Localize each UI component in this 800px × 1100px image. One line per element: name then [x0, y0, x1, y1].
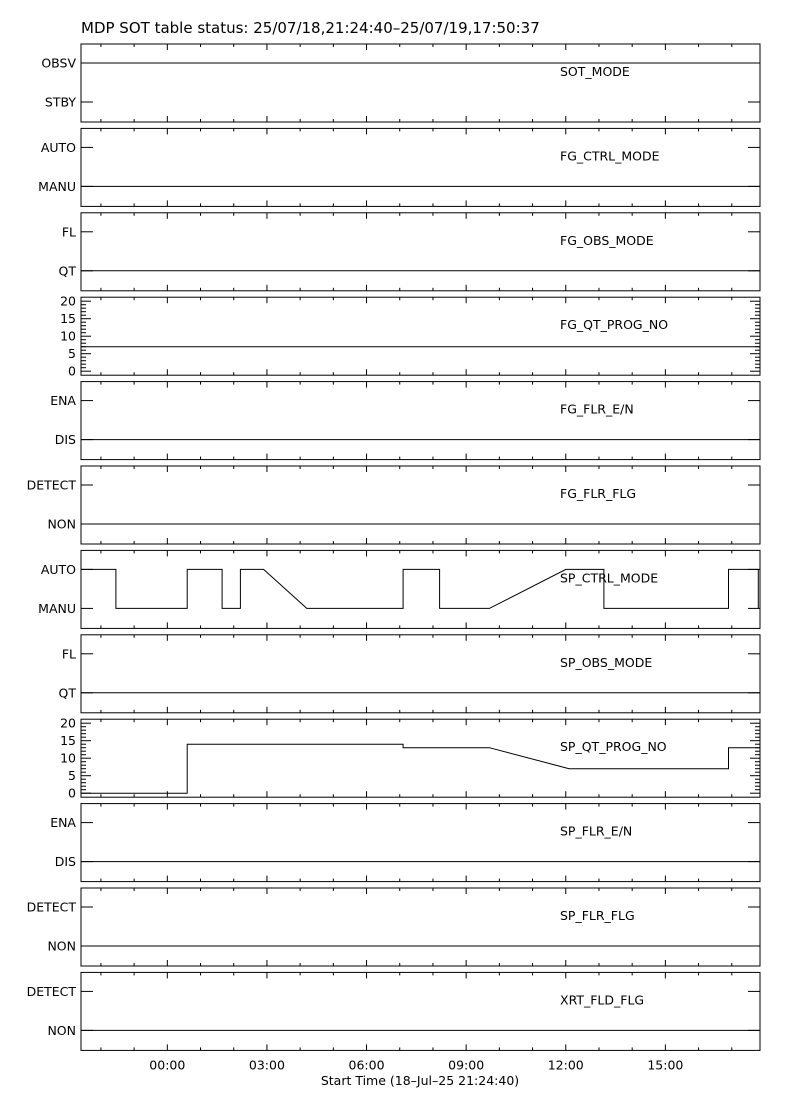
panel-sp-flr-e-n [50, 804, 760, 882]
panel-frame [81, 466, 760, 544]
panel-sot-mode [41, 44, 760, 122]
chart-title: MDP SOT table status: 25/07/18,21:24:40–25/07/19,17:50:37 [81, 19, 540, 37]
panels [27, 44, 760, 1072]
y-tick-label: DETECT [26, 983, 76, 999]
panel-label: SP_CTRL_MODE [560, 570, 659, 586]
x-tick-label: 00:00 [149, 1057, 186, 1073]
panel-frame [81, 44, 760, 122]
y-tick-label: DETECT [26, 477, 76, 493]
y-tick-label: FL [61, 646, 76, 662]
y-tick-label: STBY [44, 94, 76, 110]
panel-fg-obs-mode [59, 213, 760, 291]
panel-label: FG_OBS_MODE [560, 232, 654, 248]
panel-label: SP_FLR_FLG [560, 908, 635, 923]
panel-label: SP_OBS_MODE [560, 654, 653, 670]
x-axis-label: Start Time (18–Jul–25 21:24:40) [320, 1073, 520, 1088]
panel-frame [81, 635, 760, 713]
panel-frame [81, 550, 760, 628]
panel-label: SOT_MODE [560, 64, 630, 79]
y-tick-label: QT [58, 685, 76, 701]
panel-fg-qt-prog-no [60, 294, 760, 379]
y-tick-label: QT [58, 263, 76, 279]
y-tick-label: 5 [68, 768, 76, 784]
y-tick-label: 0 [68, 363, 76, 379]
y-tick-label: DETECT [26, 899, 76, 915]
panel-fg-flr-e-n [50, 382, 760, 460]
y-tick-label: 15 [60, 733, 76, 749]
panel-label: FG_QT_PROG_NO [560, 317, 669, 333]
y-tick-label: ENA [50, 815, 76, 831]
panel-frame [81, 213, 760, 291]
y-tick-label: AUTO [40, 139, 76, 155]
panel-label: FG_FLR_E/N [560, 401, 634, 417]
y-tick-label: DIS [54, 854, 76, 870]
panel-label: XRT_FLD_FLG [560, 992, 645, 1008]
panel-xrt-fld-flg [27, 972, 760, 1050]
y-tick-label: NON [47, 516, 76, 532]
y-tick-label: 15 [60, 311, 76, 327]
x-tick-label: 03:00 [248, 1057, 285, 1073]
panel-frame [81, 804, 760, 882]
y-tick-label: 20 [60, 293, 76, 309]
panel-label: SP_FLR_E/N [560, 823, 633, 839]
y-tick-label: 20 [60, 715, 76, 731]
y-tick-label: 0 [68, 785, 76, 801]
x-tick-label: 15:00 [647, 1057, 684, 1073]
panel-frame [81, 888, 760, 966]
panel-label: FG_FLR_FLG [560, 486, 637, 501]
y-tick-label: 10 [60, 750, 76, 766]
panel-frame [81, 128, 760, 206]
panel-label: FG_CTRL_MODE [560, 148, 660, 164]
panel-sp-obs-mode [59, 635, 760, 713]
y-tick-label: AUTO [40, 561, 76, 577]
panel-fg-flr-flg [27, 466, 760, 544]
y-tick-label: 5 [68, 346, 76, 362]
panel-sp-flr-flg [27, 888, 760, 966]
y-tick-label: 10 [60, 328, 76, 344]
x-tick-label: 12:00 [547, 1057, 584, 1073]
panel-frame [81, 719, 760, 797]
y-tick-label: OBSV [41, 55, 76, 71]
panel-frame [81, 297, 760, 375]
panel-sp-ctrl-mode [38, 550, 760, 628]
y-tick-label: NON [47, 938, 76, 954]
panel-fg-ctrl-mode [38, 128, 760, 206]
x-tick-label: 06:00 [348, 1057, 385, 1073]
y-tick-label: NON [47, 1022, 76, 1038]
panel-sp-qt-prog-no [60, 716, 760, 801]
y-tick-label: DIS [54, 432, 76, 448]
y-tick-label: MANU [38, 178, 76, 194]
panel-label: SP_QT_PROG_NO [560, 739, 667, 755]
panel-frame [81, 972, 760, 1050]
y-tick-label: MANU [38, 600, 76, 616]
y-tick-label: FL [61, 224, 76, 240]
x-tick-label: 09:00 [448, 1057, 485, 1073]
y-tick-label: ENA [50, 393, 76, 409]
panel-frame [81, 382, 760, 460]
